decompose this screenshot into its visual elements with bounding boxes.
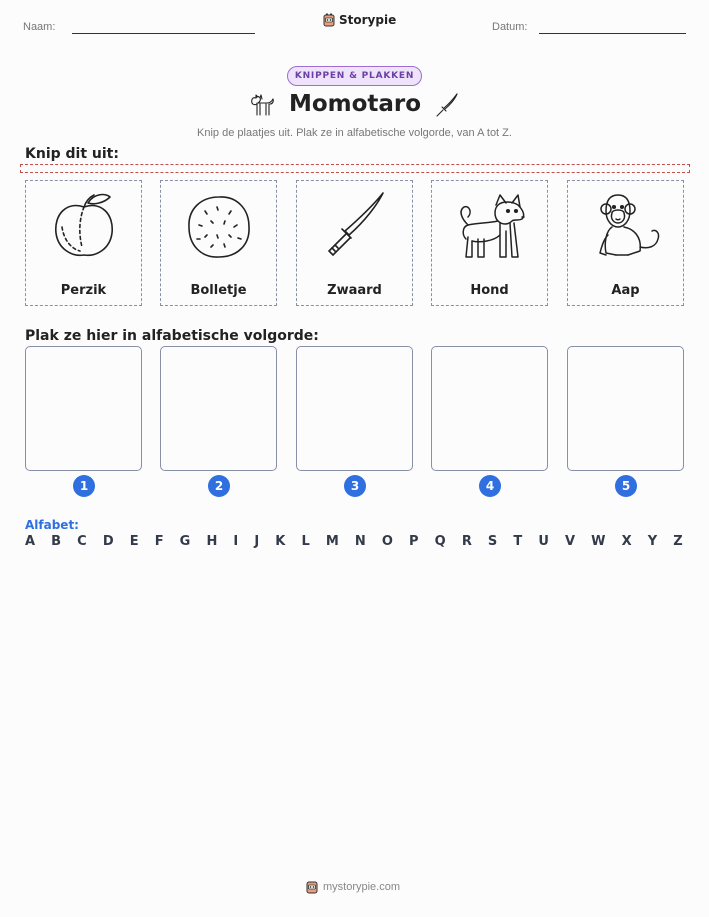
- alphabet-letter: Y: [647, 534, 658, 549]
- instructions: Knip de plaatjes uit. Plak ze in alfabetische volgorde, van A tot Z.: [197, 127, 512, 139]
- alphabet-letter: C: [77, 534, 87, 549]
- brand-logo: [323, 13, 396, 27]
- alphabet-letter: G: [179, 534, 191, 549]
- alphabet-letter: X: [621, 534, 632, 549]
- alphabet-letter: V: [565, 534, 576, 549]
- alphabet-row: [25, 534, 683, 549]
- paste-box-4[interactable]: [431, 346, 548, 471]
- cut-card-hond[interactable]: [431, 180, 548, 306]
- dog-icon: [450, 187, 530, 267]
- name-label: Naam:: [23, 21, 56, 33]
- sword-icon: [315, 187, 395, 267]
- activity-badge: KNIPPEN & PLAKKEN: [287, 66, 422, 86]
- slot-number-4: 4: [479, 475, 501, 497]
- footer-url[interactable]: mystorypie.com: [323, 881, 401, 893]
- date-label: Datum:: [492, 21, 528, 33]
- paste-box-3[interactable]: [296, 346, 413, 471]
- card-label: Hond: [470, 283, 509, 298]
- card-label: Aap: [611, 283, 640, 298]
- alphabet-letter: L: [301, 534, 310, 549]
- alphabet-letter: N: [354, 534, 366, 549]
- alphabet-label: Alfabet:: [25, 518, 79, 532]
- alphabet-letter: U: [538, 534, 549, 549]
- alphabet-letter: S: [487, 534, 498, 549]
- alphabet-letter: B: [51, 534, 62, 549]
- cut-section-title: Knip dit uit:: [25, 146, 119, 162]
- alphabet-letter: O: [381, 534, 393, 549]
- alphabet-letter: J: [254, 534, 260, 549]
- cut-card-perzik[interactable]: [25, 180, 142, 306]
- sword-small-icon: [434, 92, 460, 118]
- cut-card-bolletje[interactable]: [160, 180, 277, 306]
- paste-section-title: Plak ze hier in alfabetische volgorde:: [25, 328, 319, 344]
- paste-box-5[interactable]: [567, 346, 684, 471]
- date-field-line[interactable]: [539, 33, 686, 34]
- alphabet-letter: M: [325, 534, 339, 549]
- slot-number-2: 2: [208, 475, 230, 497]
- cut-card-aap[interactable]: [567, 180, 684, 306]
- alphabet-letter: D: [102, 534, 114, 549]
- alphabet-letter: W: [591, 534, 606, 549]
- brand-name: Storypie: [339, 13, 397, 27]
- slot-number-5: 5: [615, 475, 637, 497]
- alphabet-letter: K: [275, 534, 286, 549]
- alphabet-letter: H: [206, 534, 218, 549]
- alphabet-letter: T: [513, 534, 523, 549]
- page-title: Momotaro: [288, 91, 422, 117]
- alphabet-letter: Z: [673, 534, 683, 549]
- dumpling-icon: [179, 187, 259, 267]
- storypie-logo-icon: [306, 880, 318, 894]
- cut-line: [20, 164, 690, 173]
- name-field-line[interactable]: [72, 33, 255, 34]
- alphabet-letter: I: [233, 534, 239, 549]
- peach-icon: [44, 187, 124, 267]
- dog-small-icon: [247, 91, 277, 119]
- card-label: Perzik: [60, 283, 107, 298]
- slot-number-1: 1: [73, 475, 95, 497]
- alphabet-letter: E: [129, 534, 139, 549]
- card-label: Zwaard: [327, 283, 382, 298]
- alphabet-letter: P: [409, 534, 419, 549]
- alphabet-letter: Q: [434, 534, 446, 549]
- alphabet-letter: F: [154, 534, 164, 549]
- slot-number-3: 3: [344, 475, 366, 497]
- storypie-logo-icon: [323, 13, 335, 27]
- alphabet-letter: R: [461, 534, 472, 549]
- paste-box-2[interactable]: [160, 346, 277, 471]
- card-label: Bolletje: [190, 283, 247, 298]
- paste-box-1[interactable]: [25, 346, 142, 471]
- monkey-icon: [586, 187, 666, 267]
- cut-card-zwaard[interactable]: [296, 180, 413, 306]
- footer: [306, 880, 400, 894]
- alphabet-letter: A: [25, 534, 36, 549]
